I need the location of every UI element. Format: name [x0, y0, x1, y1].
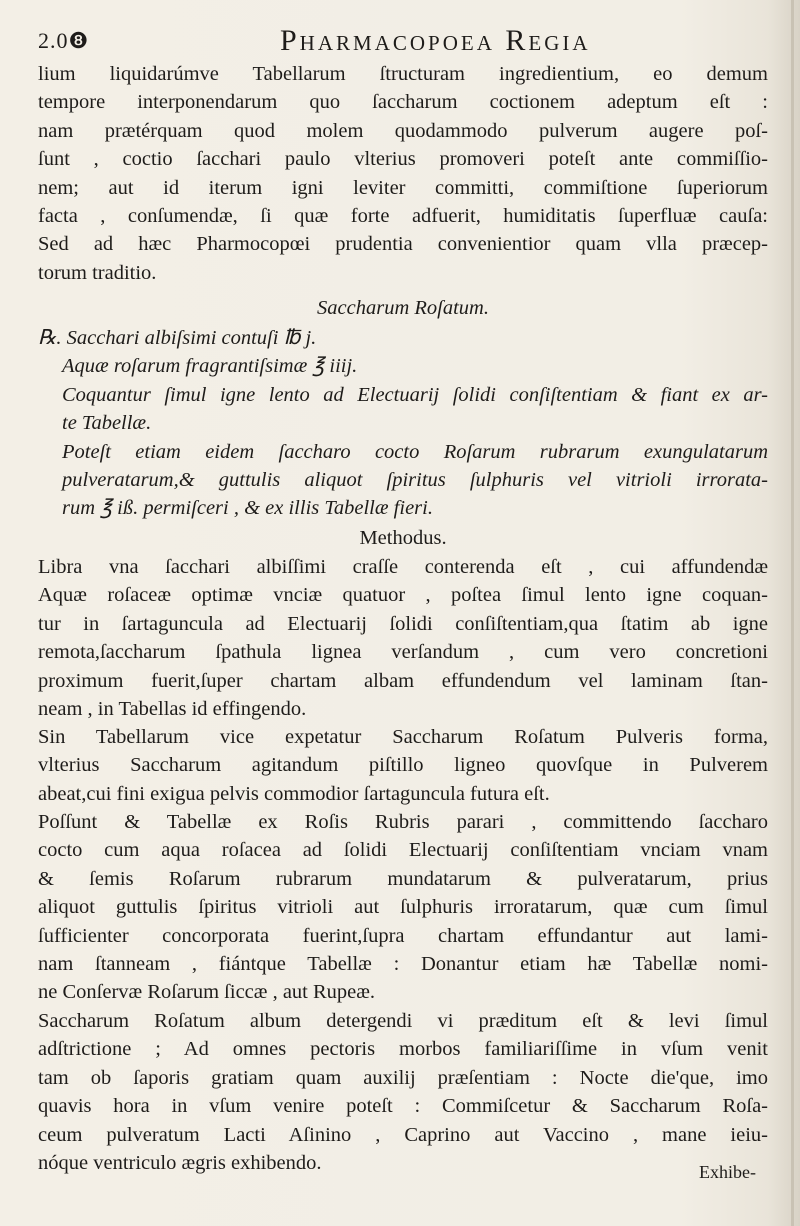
recipe-line: te Tabellæ.	[62, 412, 152, 435]
text-line: nam prætérquam quod molem quodammodo pulverum augere poſ-	[38, 119, 768, 142]
recipe-formula	[38, 324, 768, 523]
text-line: lium liquidarúmve Tabellarum ſtructuram ingredientium, eo demum	[38, 63, 768, 85]
page-number: 2.0❽	[38, 28, 90, 53]
text-line: tempore interponendarum quo ſaccharum coctionem adeptum eſt :	[38, 91, 768, 114]
text-line: neam , in Tabellas id effingendo.	[38, 697, 307, 720]
recipe-heading: Saccharum Roſatum.	[317, 297, 489, 319]
recipe-line: Coquantur ſimul igne lento ad Electuarij ſolidi conſiſtentiam & fiant ex ar-	[62, 383, 768, 406]
recipe-line: Poteſt etiam eidem ſaccharo cocto Roſarum rubrarum exungulatarum	[62, 440, 768, 463]
text-line: aliquot guttulis ſpiritus vitrioli aut ſulphuris irroratarum, quæ cum ſimul	[38, 896, 768, 919]
text-line: adſtrictione ; Ad omnes pectoris morbos familiariſſime in vſum venit	[38, 1038, 768, 1061]
text-line: proximum fuerit,ſuper chartam albam effundendum vel laminam ſtan-	[38, 669, 768, 692]
text-line: Sed ad hæc Pharmocopœi prudentia convenientior quam vlla præcep-	[38, 233, 768, 256]
recipe-line: rum ℥ iß. permiſceri , & ex illis Tabellæ fieri.	[62, 497, 433, 520]
text-line: Saccharum Roſatum album detergendi vi præditum eſt & levi ſimul	[38, 1010, 768, 1032]
text-line: abeat,cui fini exigua pelvis commodior ſartaguncula futura eſt.	[38, 782, 550, 805]
text-line: cocto cum aqua roſacea ad ſolidi Electuarij conſiſtentiam vnciam vnam	[38, 839, 768, 862]
text-line: nóque ventriculo ægris exhibendo.	[38, 1151, 322, 1174]
recipe-line: Aquæ roſarum fragrantiſsimæ ℥ iiij.	[62, 355, 358, 378]
text-line: Sin Tabellarum vice expetatur Saccharum Roſatum Pulveris forma,	[38, 726, 768, 748]
text-line: quavis hora in vſum venire poteſt : Commiſcetur & Saccharum Roſa-	[38, 1095, 768, 1118]
paragraph-virtues	[38, 1007, 768, 1177]
recipe-line: ℞. Sacchari albiſsimi contuſi ℔ j.	[38, 327, 317, 349]
paragraph-method	[38, 553, 768, 723]
text-line: Poſſunt & Tabellæ ex Roſis Rubris parari , committendo ſaccharo	[38, 811, 768, 833]
text-line: nam ſtanneam , fiántque Tabellæ : Donantur etiam hæ Tabellæ nomi-	[38, 952, 768, 975]
text-line: Aquæ roſaceæ optimæ vnciæ quatuor , poſtea ſimul lento igne coquan-	[38, 584, 768, 607]
recipe-line: pulveratarum,& guttulis aliquot ſpiritus ſulphuris vel vitrioli irrorata-	[62, 468, 768, 491]
text-line: Libra vna ſacchari albiſſimi craſſe conterenda eſt , cui affundendæ	[38, 556, 768, 578]
text-line: tur in ſartaguncula ad Electuarij ſolidi conſiſtentiam,qua ſtatim ab igne	[38, 612, 768, 635]
text-line: facta , conſumendæ, ſi quæ forte adfuerit, humiditatis ſuperfluæ cauſa:	[38, 204, 768, 227]
text-line: torum traditio.	[38, 261, 157, 284]
text-line: ceum pulveratum Lacti Aſinino , Caprino aut Vaccino , mane ieiu-	[38, 1123, 768, 1146]
page-edge	[791, 0, 794, 1226]
method-heading: Methodus.	[359, 527, 447, 549]
text-line: remota,ſaccharum ſpathula lignea verſandum , cum vero concretioni	[38, 641, 768, 664]
text-line: nem; aut id iterum igni leviter committi, commiſtione ſuperiorum	[38, 176, 768, 199]
text-line: & ſemis Roſarum rubrarum mundatarum & pulveratarum, prius	[38, 867, 768, 890]
running-head	[38, 24, 758, 57]
paragraph-red-roses	[38, 808, 768, 1007]
text-line: ſunt , coctio ſacchari paulo vlterius promoveri poteſt ante commiſſio-	[38, 148, 768, 171]
text-line: ſufficienter concorporata fuerint,ſupra chartam effundantur aut lami-	[38, 924, 768, 947]
paragraph-intro	[38, 60, 768, 287]
text-line: vlterius Saccharum agitandum piſtillo ligneo quovſque in Pulverem	[38, 754, 768, 777]
catchword: Exhibe-	[699, 1162, 756, 1182]
paragraph-powder	[38, 723, 768, 808]
text-line: tam ob ſaporis gratiam quam auxilij præſentiam : Nocte die'que, imo	[38, 1066, 768, 1089]
text-line: ne Conſervæ Roſarum ſiccæ , aut Rupeæ.	[38, 981, 376, 1004]
running-title: Pharmacopoea Regia	[280, 24, 591, 57]
